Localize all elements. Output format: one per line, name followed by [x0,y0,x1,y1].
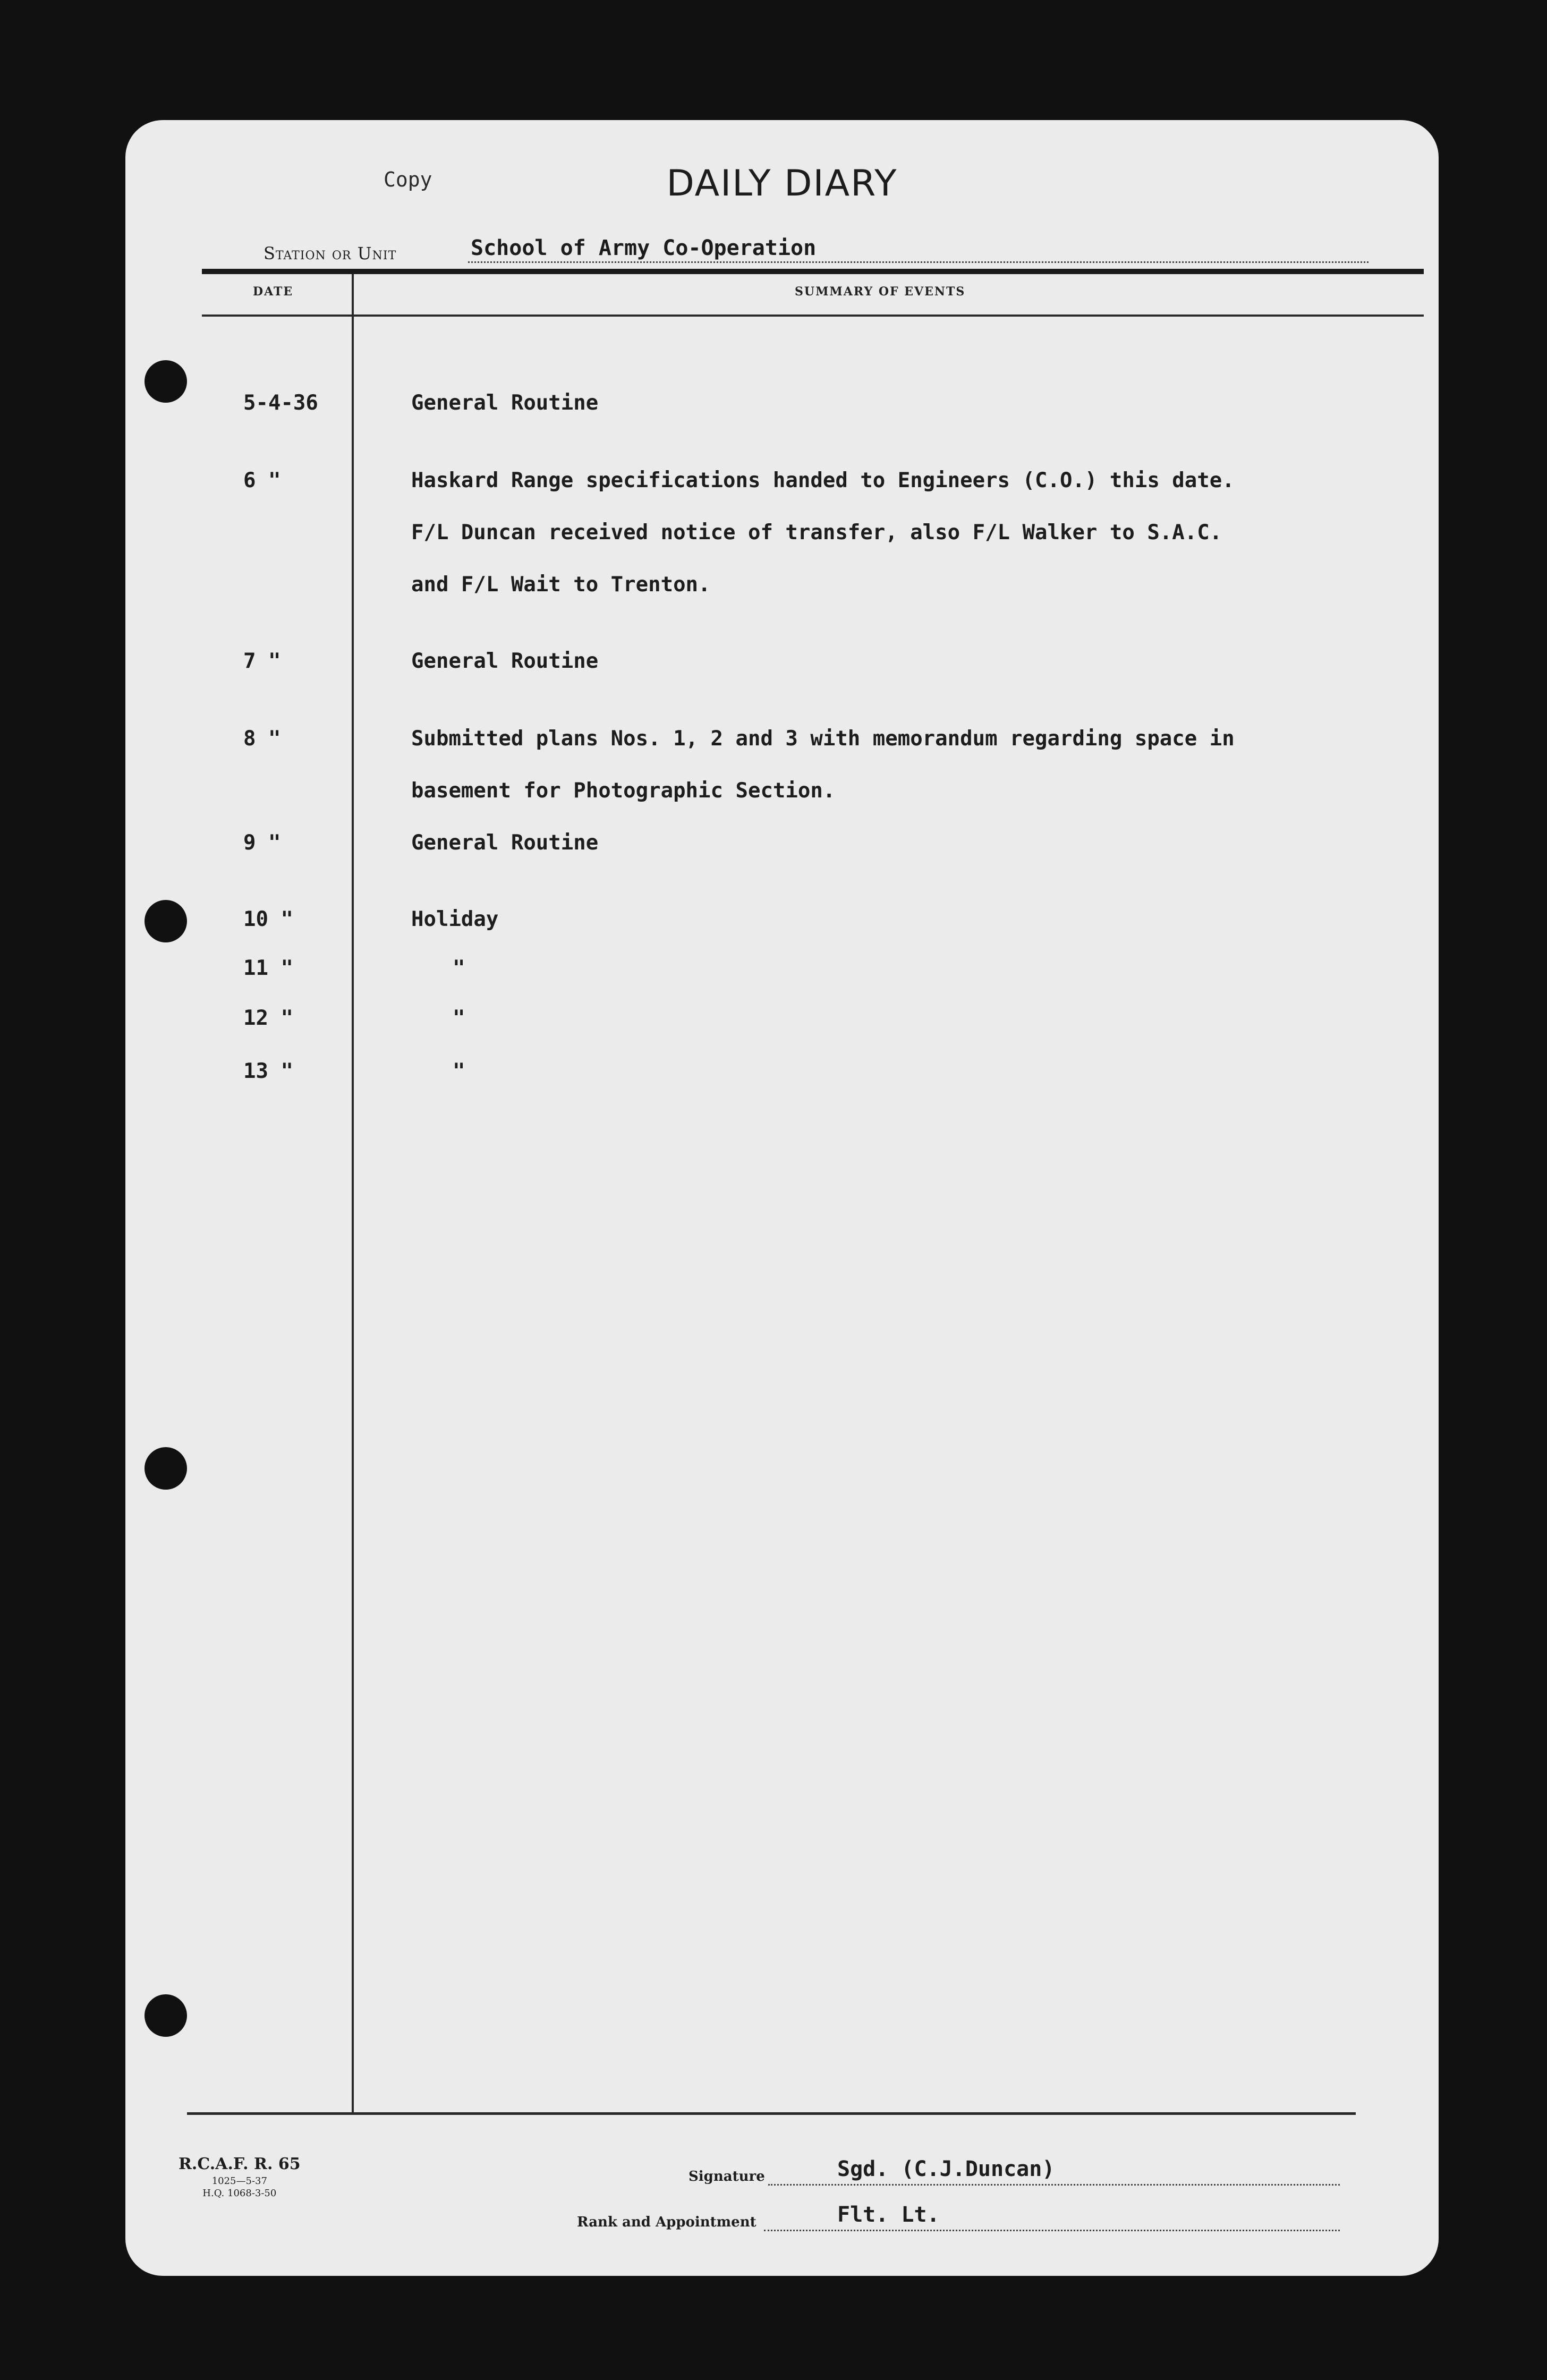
rank-value: Flt. Lt. [837,2203,940,2227]
signature-row [688,2157,1340,2189]
footer-rule [187,2112,1356,2115]
entry-date: 5-4-36 [243,391,318,415]
entry-text: basement for Photographic Section. [411,779,836,803]
punch-hole [144,1994,187,2037]
rank-row [577,2203,1340,2234]
entry-text: F/L Duncan received notice of transfer, also F/L Walker to S.A.C. [411,521,1222,545]
entry-date: 8 " [243,727,281,751]
copy-label: Copy [384,168,432,191]
entry-date: 9 " [243,831,281,855]
entry-text: Submitted plans Nos. 1, 2 and 3 with memorandum regarding space in [411,727,1235,751]
punch-hole [144,1447,187,1490]
entry-text: " [453,956,465,980]
entry-text: and F/L Wait to Trenton. [411,573,711,597]
entry-text: Holiday [411,907,499,931]
column-header-rule [202,314,1424,317]
entry-text: General Routine [411,391,599,415]
entry-date: 13 " [243,1059,293,1083]
entry-text: " [453,1059,465,1083]
print-code: 1025—5-37 [211,2175,267,2187]
entry-date: 6 " [243,469,281,492]
entry-date: 11 " [243,956,293,980]
form-number-block [178,2155,301,2199]
entry-date: 7 " [243,649,281,673]
hq-code: H.Q. 1068-3-50 [202,2188,277,2199]
rank-line [764,2230,1340,2231]
header-rule [202,269,1424,274]
entry-text: " [453,1006,465,1030]
entry-text: Haskard Range specifications handed to Engineers (C.O.) this date. [411,469,1235,492]
diary-page [125,120,1439,2276]
signature-value: Sgd. (C.J.Duncan) [837,2157,1055,2181]
summary-column-header: SUMMARY OF EVENTS [795,285,966,299]
rank-caption: Rank and Appointment [577,2214,756,2230]
signature-line [768,2184,1340,2186]
form-number: R.C.A.F. R. 65 [178,2155,301,2173]
station-caption: Station or Unit [264,243,397,264]
station-row [264,236,1368,268]
station-underline [468,261,1368,263]
punch-hole [144,360,187,403]
form-title: DAILY DIARY [666,163,898,205]
date-column-header: DATE [253,285,294,299]
entry-text: General Routine [411,831,599,855]
entry-date: 10 " [243,907,293,931]
entry-text: General Routine [411,649,599,673]
station-value: School of Army Co-Operation [471,236,817,260]
column-divider [352,274,354,2112]
signature-caption: Signature [688,2169,765,2184]
entry-date: 12 " [243,1006,293,1030]
punch-hole [144,900,187,942]
